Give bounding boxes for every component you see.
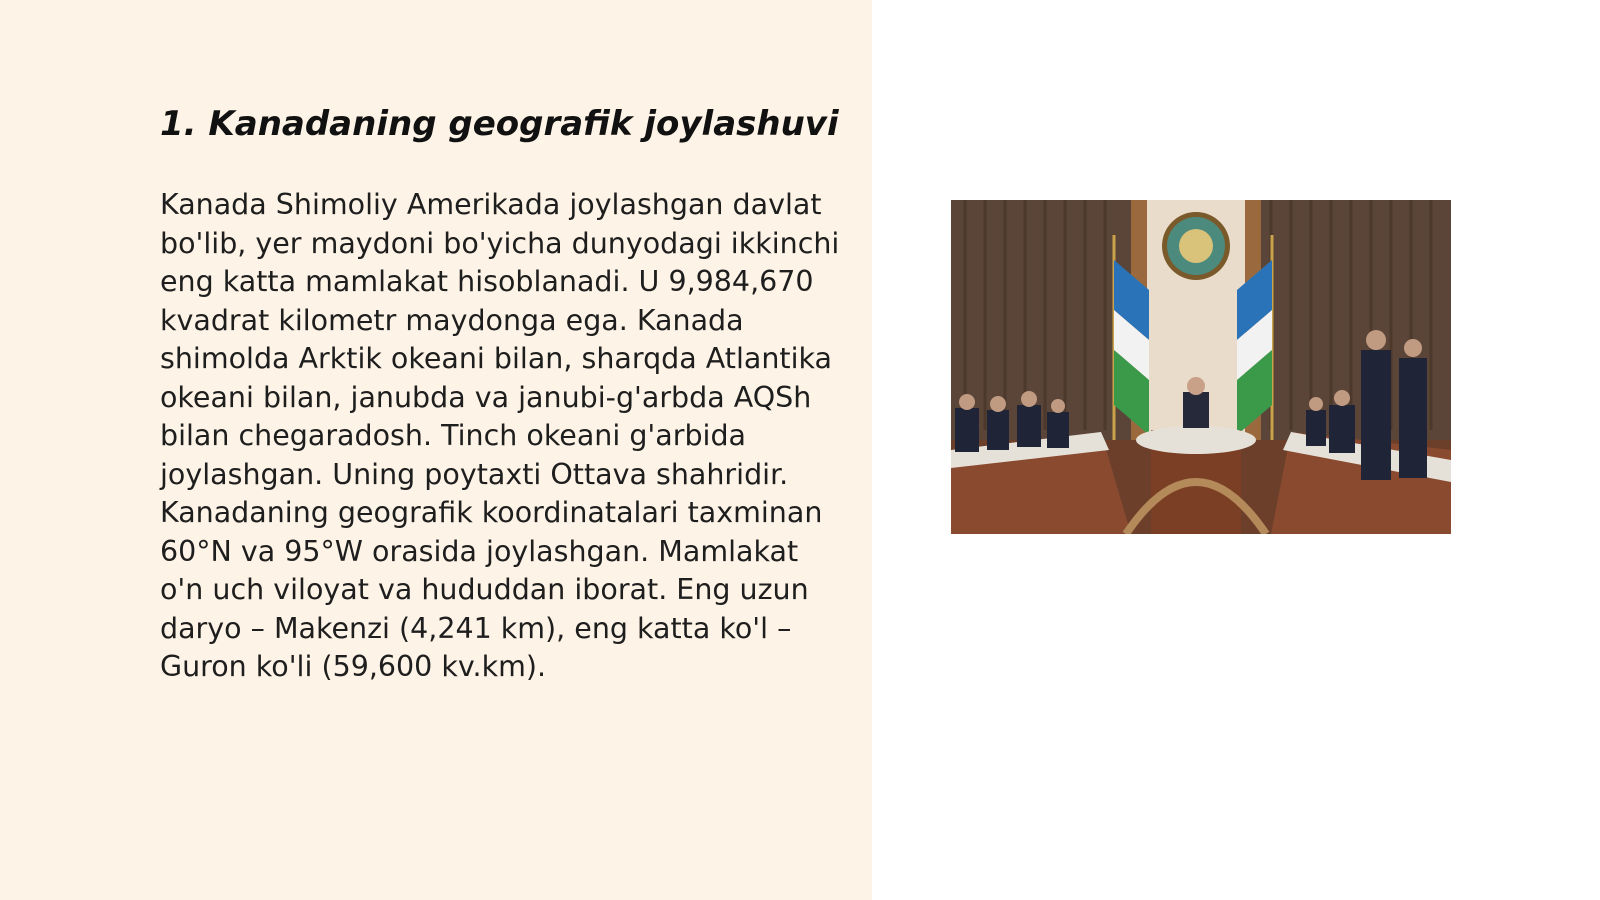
- slide-body-text: Kanada Shimoliy Amerikada joylashgan davlat bo'lib, yer maydoni bo'yicha dunyodagi ikkinchi eng katta mamlakat hisoblanadi. U 9,984,670 kvadrat kilometr maydonga ega. Kanada shimolda Arktik okeani bilan, sharqda Atlantika okeani bilan, janubda va janubi-g'arbda AQSh bilan chegaradosh. Tinch okeani g'arbida joylashgan. Uning poytaxti Ottava shahridir. Kanadaning geografik koordinatalari taxminan 60°N va 95°W orasida joylashgan. Mamlakat o'n uch viloyat va hududdan iborat. Eng uzun daryo – Makenzi (4,241 km), eng katta ko'l – Guron ko'li (59,600 kv.km).: [160, 188, 840, 683]
- meeting-photo: [951, 200, 1451, 534]
- slide-title: 1. Kanadaning geografik joylashuvi: [160, 104, 839, 144]
